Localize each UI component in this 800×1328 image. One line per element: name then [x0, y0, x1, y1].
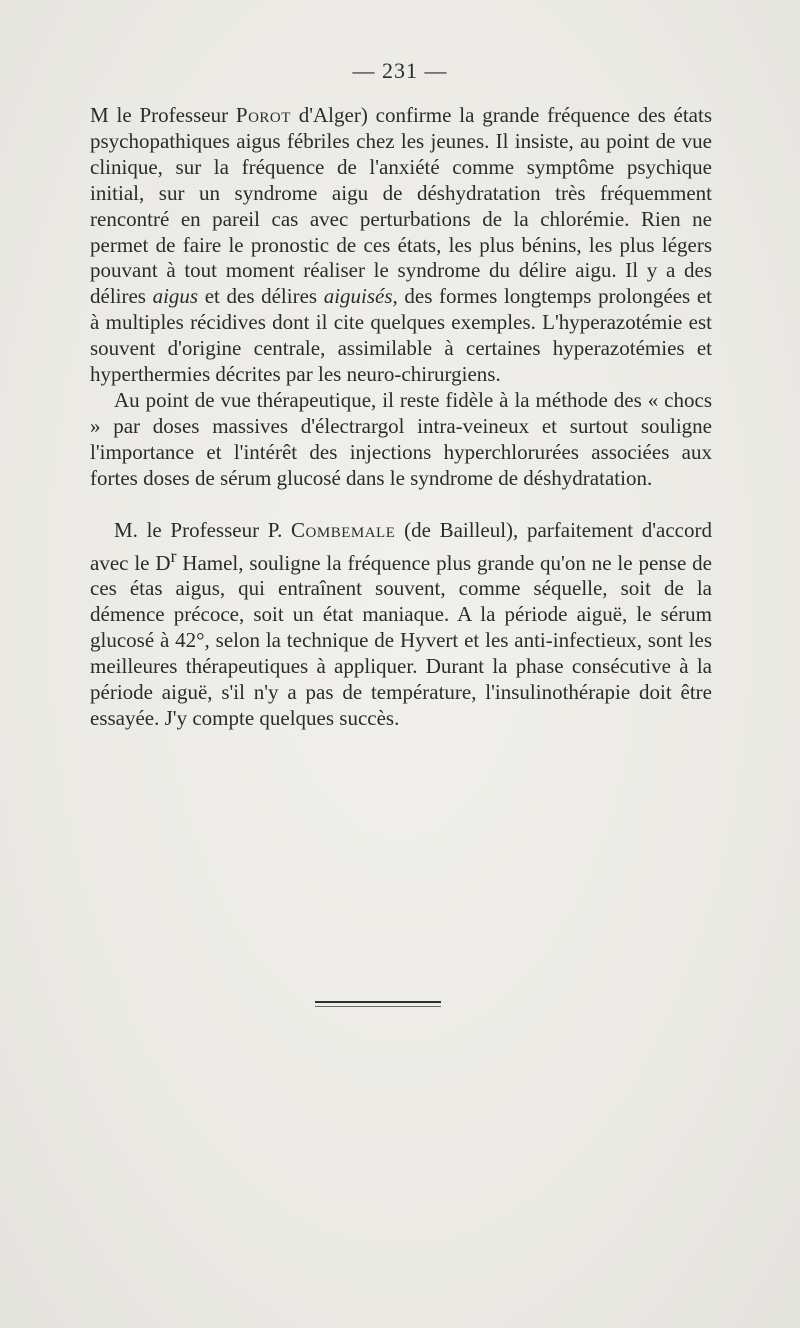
author-name-porot: Porot: [235, 103, 291, 127]
doctor-superscript: r: [170, 545, 177, 566]
paragraph-therapeutique: Au point de vue thérapeutique, il reste fidèle à la méthode des « chocs » par doses massives d'électrargol intra-veineux et surtout souligne l'importance et l'intérêt des injections hyperchlorurées associées aux fortes doses de sérum glucosé dans le syndrome de déshydratation.: [90, 387, 712, 490]
porot-intro: M le Professeur: [90, 103, 236, 127]
combemale-intro: M. le Professeur P.: [114, 517, 292, 542]
page-number: — 231 —: [352, 58, 448, 83]
paragraph-porot: [90, 103, 712, 388]
italic-aiguises: aiguisés: [323, 284, 393, 309]
porot-text-a: d'Alger) confirme la grande fréquence des états psychopathiques aigus fébriles chez les jeunes. Il insiste, au point de vue clinique, sur la fréquence de l'anxiété comme symptôme psychique initial, sur un syndrome aigu de déshydratation très fréquemment rencontré en pareil cas avec perturbations de la chlorémie. Rien ne permet de faire le pronostic de ces états, les plus bénins, les plus légers pouvant à tout moment réaliser le syndrome du délire aigu. Il y a des délires: [90, 103, 712, 309]
body-text: [90, 103, 712, 732]
paragraph-gap: [90, 492, 712, 518]
porot-text-b: et des délires: [198, 284, 324, 309]
italic-aigus: aigus: [152, 284, 199, 309]
section-divider-rule: [315, 1001, 441, 1003]
combemale-text-a: (de Bailleul), parfaitement d'accord avec le D: [90, 517, 712, 575]
paragraph-combemale: [90, 518, 712, 732]
author-name-combemale: Combemale: [291, 517, 396, 542]
porot-text-c: , des formes longtemps prolongées et à multiples récidives dont il cite quelques exemples. L'hyperazotémie est souvent d'origine centrale, assimilable à certaines hyperazotémies et hyperthermies décrites par les neuro-chirurgiens.: [90, 284, 712, 387]
combemale-text-b: Hamel, souligne la fréquence plus grande qu'on ne le pense de ces étas aigus, qui entraînent souvent, comme séquelle, soit de la démence précoce, soit un état maniaque. A la période aiguë, le sérum glucosé à 42°, selon la technique de Hyvert et les anti-infectieux, sont les meilleures thérapeutiques à appliquer. Durant la phase consécutive à la période aiguë, s'il n'y a pas de température, l'insulinothérapie doit être essayée. J'y compte quelques succès.: [90, 550, 712, 730]
